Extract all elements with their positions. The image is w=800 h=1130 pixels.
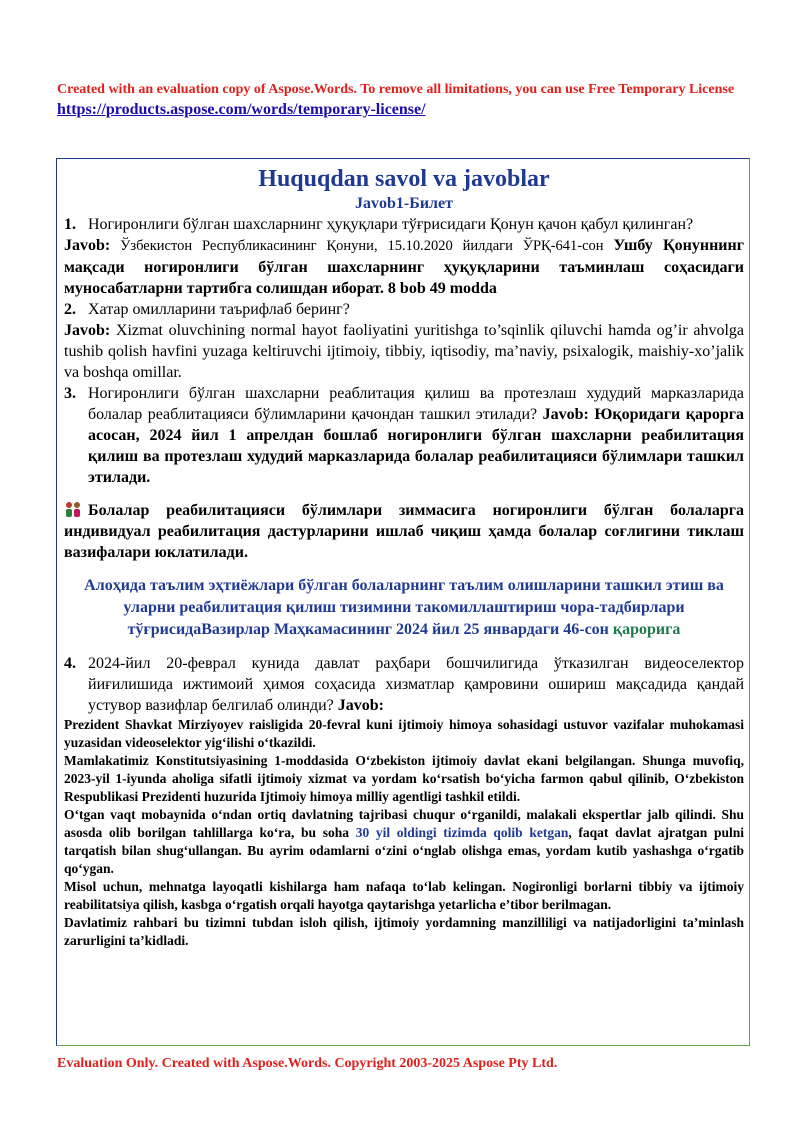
evaluation-footer: Evaluation Only. Created with Aspose.Words. Copyright 2003-2025 Aspose Pty Ltd.: [57, 1056, 558, 1071]
question-text: Ногиронлиги бўлган шахсларнинг ҳуқуқлари тўғрисидаги Қонун қачон қабул қилинган?: [88, 216, 694, 233]
answer-label: Javob:: [64, 237, 111, 254]
answer-4-paragraph-1: Prezident Shavkat Mirziyoyev raisligida 20-fevral kuni ijtimoiy himoya sohasidagi ustuvor vazifalar muhokamasi yuzasidan videoselektor yig‘ilishi o‘tkazildi.: [64, 717, 744, 750]
answer-4-paragraph-5: Davlatimiz rahbari bu tizimni tubdan isloh qilish, ijtimoiy yordamning manzilliligi va natijadorligini ta’minlash zarurligini ta’kidladi.: [64, 915, 744, 948]
note-text: Болалар реабилитацияси бўлимлари зиммасига ногиронлиги бўлган болаларга индивидуал реабилитация дастурларини ишлаб чиқиш ҳамда болалар соғлигини тиклаш вазифалари юклатилади.: [64, 502, 744, 561]
answer-2: [64, 320, 744, 383]
evaluation-notice: [57, 80, 747, 121]
answer-1: [64, 235, 744, 299]
question-2: [64, 299, 744, 320]
question-1: [64, 214, 744, 235]
answer-4-highlight: 30 yil oldingi tizimda qolib ketgan: [355, 825, 569, 840]
answer-text: Юқоридаги қарорга асосан, 2024 йил 1 апрелдан бошлаб ногиронлиги бўлган шахсларни реабилитация қилиш ва протезлаш худудий марказларида болалар реабилитацияси бўлимлари ташкил этилади.: [88, 406, 745, 486]
question-3: [64, 383, 744, 488]
answer-text: Xizmat oluvchining normal hayot faoliyatini yuritishga to’sqinlik qiluvchi hamda og’ir ahvolga tushib qolish havfini yuzaga keltiruvchi ijtimoiy, tibbiy, iqtisodiy, ma’naviy, psixalogik, maishiy-xo’jalik va boshqa omillar.: [64, 322, 744, 381]
answer-label: Javob:: [337, 697, 385, 714]
question-number: 2.: [64, 301, 76, 318]
document-body: [64, 164, 744, 950]
answer-4-text-end: , faqat davlat ajratgan pulni tarqatish bilan shug‘ullangan. Bu ayrim odamlarni o‘zini o‘nglab olishga emas, yordam kutib yashashga o‘rgatib qo‘ygan.: [64, 825, 744, 876]
answer-label: Javob:: [542, 406, 589, 423]
answer-label: Javob:: [64, 322, 111, 339]
question-text-body: 2024-йил 20-феврал кунида давлат раҳбари бошчилигида ўтказилган видеоселектор йиғилишида ижтимоий ҳимоя соҳасида хизматлар қамровини ошириш мақсадида қандай устувор вазифлар белгилаб олинди?: [88, 655, 744, 714]
answer-4-paragraph-3: [64, 806, 744, 878]
ticket-subtitle: Javob1-Билет: [355, 195, 453, 212]
temporary-license-link[interactable]: https://products.aspose.com/words/temporary-license/: [57, 101, 426, 118]
page-title: Huquqdan savol va javoblar: [258, 166, 550, 192]
question-4: [64, 653, 744, 716]
question-number: 3.: [64, 385, 76, 402]
question-number: 1.: [64, 216, 76, 233]
section-heading-text: Алоҳида таълим эҳтиёжлари бўлган болаларнинг таълим олишларини ташкил этиш ва уларни реабилитация қилиш тизимини такомиллаштириш чора-тадбирлари тўғрисидаВазирлар Маҳкамасининг 2024 йил 25 январдаги 46-сон: [84, 577, 724, 638]
answer-4-text: O‘tgan vaqt mobaynida o‘ndan ortiq davlatning tajribasi chuqur o‘rganildi, malakali ekspertlar jalb qilindi. Shu asosda olib borilgan tahlillarga ko‘ra, bu soha: [64, 807, 744, 840]
note-paragraph: [64, 500, 744, 563]
question-number: 4.: [64, 655, 76, 672]
question-text: [88, 383, 744, 488]
answer-text: Ушбу Қонуннинг мақсади ногиронлиги бўлган шахсларнинг ҳуқуқларини таъминлаш соҳасидаги муносабатларни тартибга солишдан иборат. 8 bob 49 modda: [64, 237, 744, 297]
question-text-body: Ногиронлиги бўлган шахсларни реаблитация қилиш ва протезлаш худудий марказларида болалар реаблитацияси бўлимларини қачондан ташкил этилади?: [88, 385, 744, 423]
question-text: Хатар омилларини таърифлаб беринг?: [88, 301, 350, 318]
question-text: [88, 653, 744, 716]
family-icon: [64, 501, 82, 517]
answer-4-paragraph-2: Mamlakatimiz Konstitutsiyasining 1-moddasida O‘zbekiston ijtimoiy davlat ekani belgilangan. Shunga muvofiq, 2023-yil 1-iyunda aholiga sifatli ijtimoiy xizmat va yordam ko‘rsatish bo‘yicha farmon qabul qilinib, O‘zbekiston Respublikasi Prezidenti huzurida Ijtimoiy himoya milliy agentligi tashkil etildi.: [64, 753, 744, 804]
evaluation-notice-text: Created with an evaluation copy of Aspose.Words. To remove all limitations, you can use Free Temporary License: [57, 82, 735, 97]
section-heading: [64, 575, 744, 641]
section-heading-link: қарорига: [612, 621, 681, 638]
answer-law-ref: Ўзбекистон Республикасининг Қонуни, 15.10.2020 йилдаги ЎРҚ-641-сон: [110, 238, 614, 254]
answer-4-paragraph-4: Misol uchun, mehnatga layoqatli kishilarga ham nafaqa to‘lab kelingan. Nogironligi borlarni tibbiy va ijtimoiy reabilitatsiya qilish, kasbga o‘rgatish orqali hayotga qaytarishga yetarlicha e’tibor berilmagan.: [64, 879, 744, 912]
